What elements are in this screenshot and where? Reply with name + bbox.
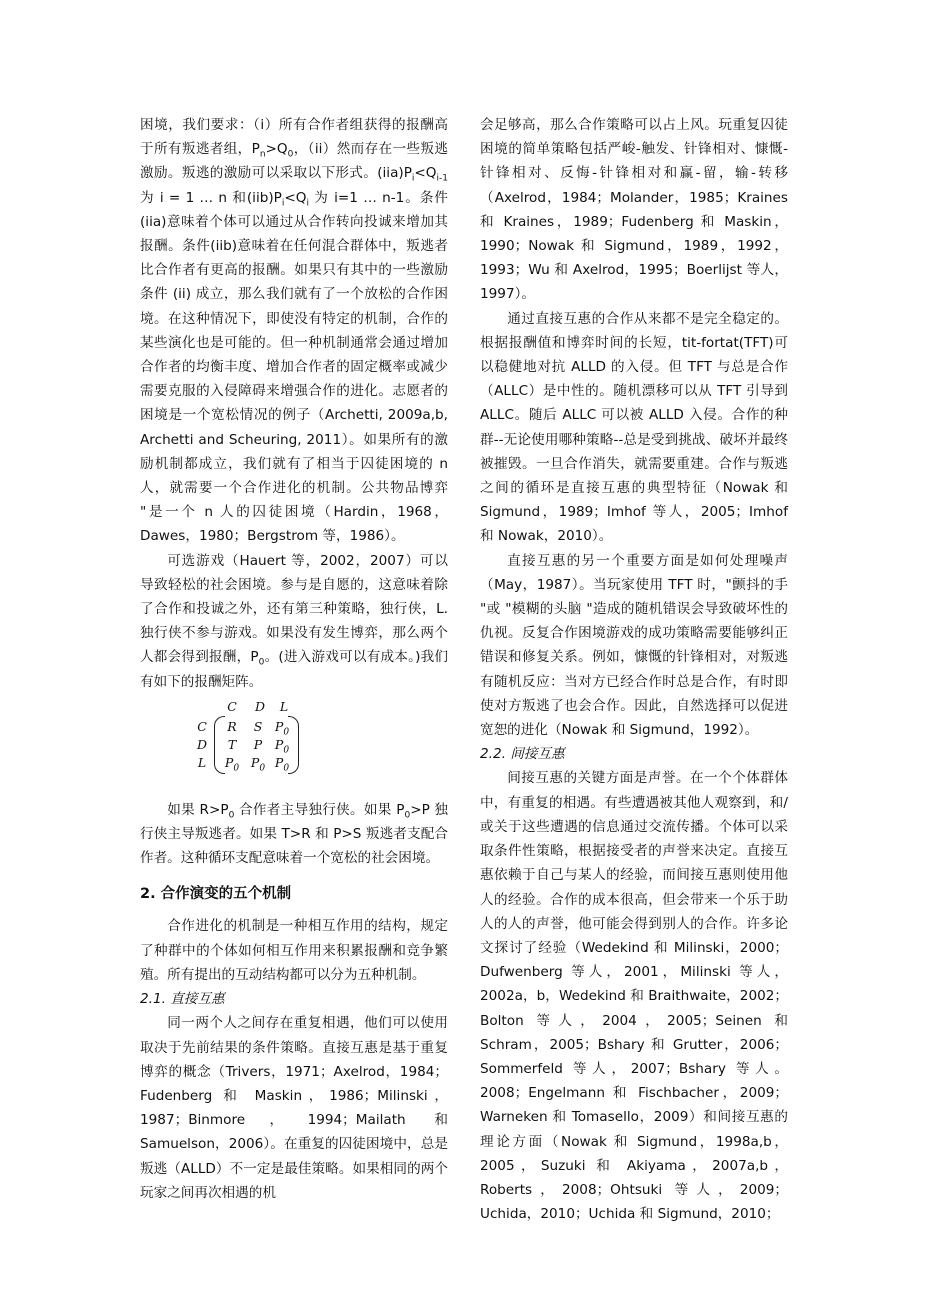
matrix-cell: $P_0$ xyxy=(224,754,240,774)
matrix-cell: P xyxy=(253,736,263,752)
matrix-cell: $P_0$ xyxy=(274,736,290,756)
matrix-row-header: C xyxy=(197,718,207,734)
paragraph: 直接互惠的另一个重要方面是如何处理噪声（May，1987）。当玩家使用 TFT 时，"颤抖的手 "或 "模糊的头脑 "造成的随机错误会导致破坏性的仇视。反复合作困境游戏的成功策略需要能够纠正错误和修复关系。例如，慷慨的针锋相对，对叛逃有随机反应：当对方已经合作时总是合作，有时即使对方叛逃了也会合作。因此，自然选择可以促进宽恕的进化（Nowak 和 Sigmund，1992）。 xyxy=(480,552,788,739)
payoff-matrix xyxy=(140,698,448,794)
paragraph: 通过直接互惠的合作从来都不是完全稳定的。根据报酬值和博弈时间的长短，tit-fortat(TFT)可以稳健地对抗 ALLD 的入侵。但 TFT 与总是合作（ALLC）是中性的。随机漂移可以从 TFT 引导到 ALLC。随后 ALLC 可以被 ALLD 入侵。合作的种群--无论使用哪种策略--总是受到挑战、破坏并最终被摧毁。一旦合作消失，就需要重建。合作与叛逃之间的循环是直接互惠的典型特征（Nowak 和 Sigmund，1989；Imhof 等人，2005；Imhof 和 Nowak，2010）。 xyxy=(480,310,788,545)
matrix-cell: T xyxy=(227,736,237,752)
matrix-cell: $P_0$ xyxy=(274,754,290,774)
paragraph: 可选游戏（Hauert 等，2002，2007）可以导致轻松的社会困境。参与是自愿的，这意味着除了合作和投诚之外，还有第三种策略，独行侠，L.独行侠不参与游戏。如果没有发生博弈，那么两个人都会得到报酬，$P_0$。(进入游戏可以有成本。)我们有如下的报酬矩阵。 xyxy=(140,552,449,690)
subsection-heading: 2.1. 直接互惠 xyxy=(140,991,225,1008)
paragraph: 同一两个人之间存在重复相遇，他们可以使用取决于先前结果的条件策略。直接互惠是基于重复博弈的概念（Trivers，1971；Axelrod，1984；Fudenberg 和 Maskin，1986；Milinski，1987；Binmore，1994；Mailath 和 Samuelson，2006）。在重复的囚徒困境中，总是叛逃（ALLD）不一定是最佳策略。如果相同的两个玩家之间再次相遇的机 xyxy=(140,1015,448,1201)
paragraph: 会足够高，那么合作策略可以占上风。玩重复囚徒困境的简单策略包括严峻-触发、针锋相对、慷慨-针锋相对、反悔-针锋相对和赢-留，输-转移（Axelrod，1984；Molander，1985；Kraines 和 Kraines，1989；Fudenberg 和 Maskin，1990；Nowak 和 Sigmund，1989，1992，1993；Wu 和 Axelrod，1995；Boerlijst 等人，1997）。 xyxy=(480,117,788,303)
matrix-cell: $P_0$ xyxy=(250,754,266,774)
paragraph: 间接互惠的关键方面是声誉。在一个个体群体中，有重复的相遇。有些遭遇被其他人观察到，和/或关于这些遭遇的信息通过交流传播。个体可以采取条件性策略，根据接受者的声誉来决定。直接互惠依赖于自己与某人的经验，而间接互惠则使用他人的经验。合作的成本很高，但会带来一个乐于助人的人的声誉，他可能会得到别人的合作。许多论文探讨了经验（Wedekind 和 Milinski，2000；Dufwenberg 等人，2001，Milinski 等人，2002a，b，Wedekind 和 Braithwaite，2002；Bolton 等人，2004，2005；Seinen 和 Schram，2005；Bshary 和 Grutter，2006；Sommerfeld 等人，2007；Bshary 等人。2008；Engelmann 和 Fischbacher，2009；Warneken 和 Tomasello，2009）和间接互惠的理论方面（Nowak 和 Sigmund，1998a,b，2005，Suzuki 和 Akiyama，2007a,b，Roberts，2008；Ohtsuki 等人，2009；Uchida，2010；Uchida 和 Sigmund，2010； xyxy=(480,770,788,1223)
matrix-row-header: D xyxy=(196,736,208,752)
left-column xyxy=(140,113,448,1205)
right-column xyxy=(480,113,788,1226)
matrix-row-header: L xyxy=(197,754,207,770)
section-heading: 2. 合作演变的五个机制 xyxy=(140,886,292,903)
paragraph: 如果 $R>P_0$ 合作者主导独行侠。如果 $P_0>P$ 独行侠主导叛逃者。如果 T>R 和 P>S 叛逃者支配合作者。这种循环支配意味着一个宽松的社会困境。 xyxy=(140,801,448,867)
matrix-col-header: C xyxy=(227,698,237,714)
paragraph: 合作进化的机制是一种相互作用的结构，规定了种群中的个体如何相互作用来积累报酬和竞争繁殖。所有提出的互动结构都可以分为五种机制。 xyxy=(140,918,448,983)
matrix-cell: S xyxy=(253,718,263,734)
matrix-col-header: D xyxy=(254,698,266,714)
matrix-col-header: L xyxy=(279,698,289,714)
matrix-cell: $P_0$ xyxy=(274,718,290,738)
matrix-cell: R xyxy=(227,718,237,734)
paragraph: 困境，我们要求：（i）所有合作者组获得的报酬高于所有叛逃者组，$P_n>Q_0$，（ii）然而存在一些叛逃激励。叛逃的激励可以采取以下形式。$(iia)P_i<Q_{i-1}$ 为 i = 1 … n 和$(iib)P_i<Q_i$ 为 i=1 … n-1。条件(iia)意味着个体可以通过从合作转向投诚来增加其报酬。条件(iib)意味着在任何混合群体中，叛逃者比合作者有更高的报酬。如果只有其中的一些激励条件 (ii) 成立，那么我们就有了一个放松的合作困境。在这种情况下，即使没有特定的机制，合作的某些演化也是可能的。但一种机制通常会通过增加合作者的均衡丰度、增加合作者的固定概率或减少需要克服的入侵障碍来增强合作的进化。志愿者的困境是一个宽松情况的例子（Archetti, 2009a,b, Archetti and Scheuring, 2011）。如果所有的激励机制都成立，我们就有了相当于囚徒困境的 n 人，就需要一个合作进化的机制。公共物品博弈 "是一个 n 人的囚徒困境（Hardin，1968，Dawes，1980；Bergstrom 等，1986）。 xyxy=(140,117,448,545)
subsection-heading: 2.2. 间接互惠 xyxy=(480,746,565,763)
